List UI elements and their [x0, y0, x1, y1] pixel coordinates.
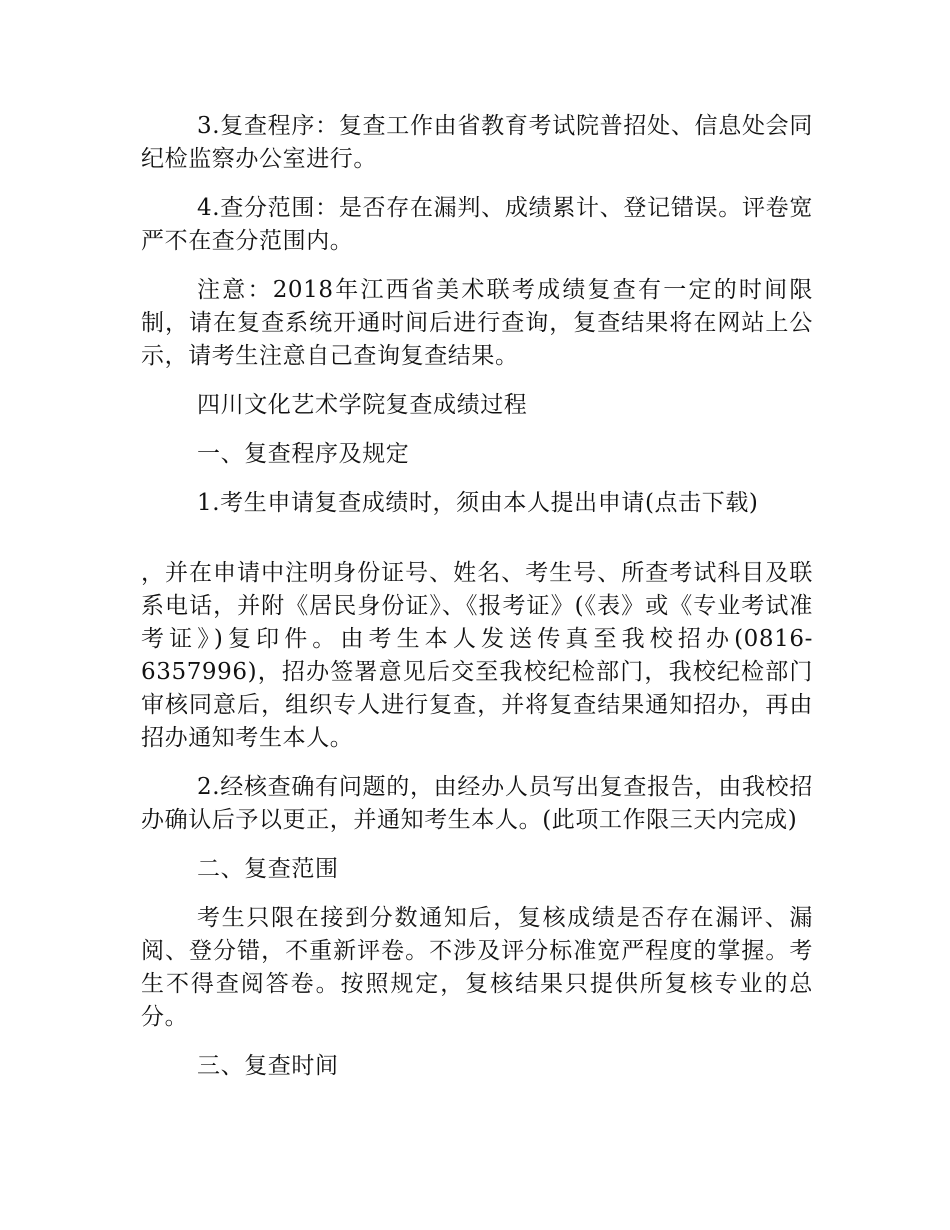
paragraph-application-details: ，并在申请中注明身份证号、姓名、考生号、所查考试科目及联系电话，并附《居民身份证》、《报考证》(《表》或《专业考试准考证》)复印件。由考生本人发送传真至我校招办(0816-6357996)，招办签署意见后交至我校纪检部门，我校纪检部门审核同意后，组织专人进行复查，并将复查结果通知招办，再由招办通知考生本人。	[141, 560, 813, 751]
section-heading-time: 三、复查时间	[197, 1053, 339, 1079]
section-heading-scope: 二、复查范围	[197, 856, 339, 882]
paragraph-notice: 注意：2018年江西省美术联考成绩复查有一定的时间限制，请在复查系统开通时间后进行查询，复查结果将在网站上公示，请考生注意自己查询复查结果。	[141, 277, 813, 369]
document-body	[141, 110, 813, 1083]
paragraph-review-procedure: 3.复查程序：复查工作由省教育考试院普招处、信息处会同纪检监察办公室进行。	[141, 113, 813, 172]
paragraph-review-scope: 4.查分范围：是否存在漏判、成绩累计、登记错误。评卷宽严不在查分范围内。	[141, 195, 813, 254]
paragraph-application: 1.考生申请复查成绩时，须由本人提出申请(点击下载)	[197, 490, 759, 516]
paragraph-correction: 2.经核查确有问题的，由经办人员写出复查报告，由我校招办确认后予以更正，并通知考生本人。(此项工作限三天内完成)	[141, 774, 813, 833]
section-heading-procedure: 一、复查程序及规定	[197, 441, 410, 467]
section-heading-sichuan: 四川文化艺术学院复查成绩过程	[197, 392, 528, 418]
paragraph-scope-details: 考生只限在接到分数通知后，复核成绩是否存在漏评、漏阅、登分错，不重新评卷。不涉及评分标准宽严程度的掌握。考生不得查阅答卷。按照规定，复核结果只提供所复核专业的总分。	[141, 905, 813, 1030]
